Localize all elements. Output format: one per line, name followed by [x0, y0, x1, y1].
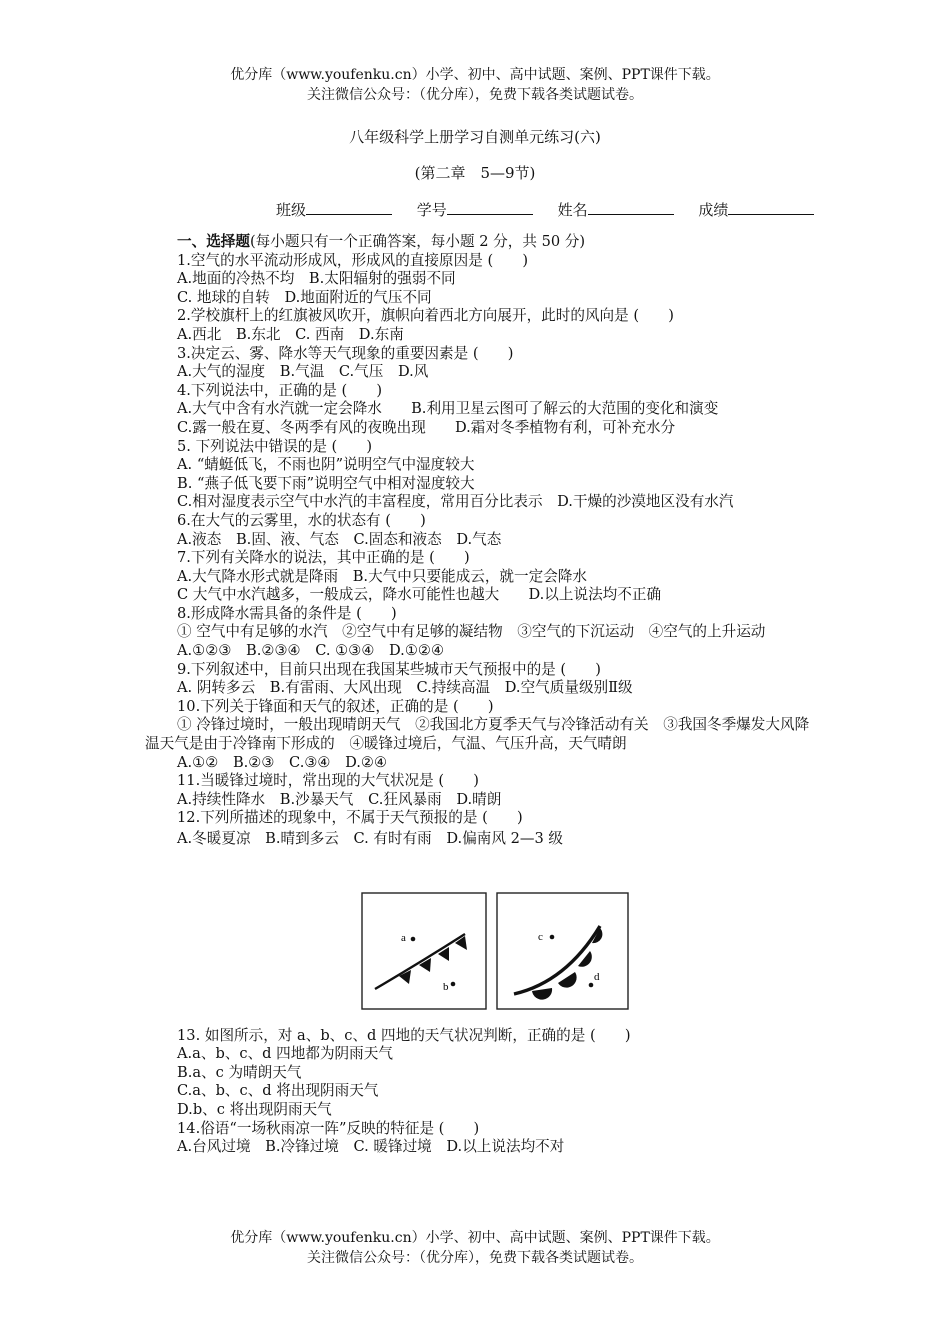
question-line: D.b、c 将出现阴雨天气: [177, 1100, 332, 1118]
question-line: A.大气降水形式就是降雨 B.大气中只要能成云，就一定会降水: [177, 567, 587, 585]
question-line: 2.学校旗杆上的红旗被风吹开，旗帜向着西北方向展开，此时的风向是 ( ): [177, 307, 674, 325]
point-d-dot: [589, 983, 594, 988]
section-note: (每小题只有一个正确答案，每小题 2 分，共 50 分): [249, 233, 586, 250]
question-line: C.a、b、c、d 将出现阴雨天气: [177, 1082, 379, 1100]
point-b-dot: [451, 982, 456, 987]
question-line-wrapped: ① 空气中有足够的水汽 ②空气中有足够的凝结物 ③空气的下沉运动 ④空气的上升运动: [177, 623, 766, 641]
question-line: 5. 下列说法中错误的是 ( ): [177, 437, 373, 455]
question-line: 1.空气的水平流动形成风，形成风的直接原因是 ( ): [177, 251, 529, 269]
class-label: 班级: [276, 201, 307, 219]
question-line: 10.下列关于锋面和天气的叙述，正确的是 ( ): [177, 697, 494, 715]
point-c-label: c: [538, 931, 543, 943]
question-line: C. 地球的自转 D.地面附近的气压不同: [177, 288, 432, 306]
question-line: A.大气中含有水汽就一定会降水 B.利用卫星云图可了解云的大范围的变化和演变: [177, 400, 719, 418]
question-line: 11.当暖锋过境时，常出现的大气状况是 ( ): [177, 772, 479, 790]
question-line: 3.决定云、雾、降水等天气现象的重要因素是 ( ): [177, 344, 514, 362]
section-title: 一、选择题: [177, 233, 250, 250]
question-line: A.a、b、c、d 四地都为阴雨天气: [177, 1045, 393, 1063]
cold-front-panel: [362, 893, 486, 1009]
question-line: A. “蜻蜓低飞，不雨也阴”说明空气中湿度较大: [177, 456, 475, 474]
name-label: 姓名: [557, 201, 588, 219]
point-d-label: d: [594, 971, 600, 983]
question-line: A.液态 B.固、液、气态 C.固态和液态 D.气态: [177, 530, 502, 548]
question-line: 14.俗语“一场秋雨凉一阵”反映的特征是 ( ): [177, 1119, 480, 1137]
number-label: 学号: [416, 201, 447, 219]
question-line: A.①② B.②③ C.③④ D.②④: [177, 753, 388, 771]
page-title: 八年级科学上册学习自测单元练习(六): [349, 128, 601, 146]
question-line: 12.下列所描述的现象中，不属于天气预报的是 ( ): [177, 809, 523, 827]
question-line: A.冬暖夏凉 B.晴到多云 C. 有时有雨 D.偏南风 2—3 级: [177, 830, 564, 847]
point-b-label: b: [443, 981, 449, 993]
page-subtitle: (第二章 5—9节): [414, 164, 536, 182]
header-line-1: 优分库（www.youfenku.cn）小学、初中、高中试题、案例、PPT课件下载。: [230, 67, 720, 83]
question-line: 8.形成降水需具备的条件是 ( ): [177, 604, 397, 622]
warm-front-panel: [497, 893, 628, 1009]
question-line: A.台风过境 B.冷锋过境 C. 暖锋过境 D.以上说法均不对: [177, 1138, 565, 1156]
front-diagram: [361, 892, 629, 1012]
class-blank[interactable]: [306, 200, 392, 215]
question-line: B.a、c 为晴朗天气: [177, 1063, 302, 1081]
header-line-2: 关注微信公众号：（优分库），免费下载各类试题试卷。: [307, 87, 643, 103]
question-line-wrapped: ① 冷锋过境时，一般出现晴朗天气 ②我国北方夏季天气与冷锋活动有关 ③我国冬季爆发大风降温天气是由于冷锋南下形成的 ④暖锋过境后，气温、气压升高，天气晴朗: [145, 716, 810, 753]
question-line: C 大气中水汽越多，一般成云，降水可能性也越大 D.以上说法均不正确: [177, 586, 662, 604]
question-line: 7.下列有关降水的说法，其中正确的是 ( ): [177, 549, 470, 567]
section-heading: [145, 233, 810, 252]
question-line: B. “燕子低飞要下雨”说明空气中相对湿度较大: [177, 474, 475, 492]
question-body: [145, 233, 810, 1157]
question-line: A.①②③ B.②③④ C. ①③④ D.①②④: [177, 642, 445, 660]
score-blank[interactable]: [728, 200, 814, 215]
question-line: A.地面的冷热不均 B.太阳辐射的强弱不同: [177, 270, 456, 288]
question-line: 6.在大气的云雾里，水的状态有 ( ): [177, 511, 426, 529]
point-a-dot: [411, 937, 416, 942]
score-label: 成绩: [698, 201, 729, 219]
point-a-label: a: [401, 932, 406, 944]
question-line: 13. 如图所示，对 a、b、c、d 四地的天气状况判断，正确的是 ( ): [177, 1026, 631, 1044]
number-blank[interactable]: [447, 200, 533, 215]
question-line: A.大气的湿度 B.气温 C.气压 D.风: [177, 363, 429, 381]
question-line-wrapped: C.相对湿度表示空气中水汽的丰富程度，常用百分比表示 D.干燥的沙漠地区没有水汽: [177, 493, 734, 511]
question-line: A. 阴转多云 B.有雷雨、大风出现 C.持续高温 D.空气质量级别Ⅱ级: [177, 679, 633, 697]
student-info-fields: [276, 199, 834, 220]
point-c-dot: [550, 935, 555, 940]
footer-line-1: 优分库（www.youfenku.cn）小学、初中、高中试题、案例、PPT课件下载。: [230, 1230, 720, 1246]
name-blank[interactable]: [588, 200, 674, 215]
question-line: A.西北 B.东北 C. 西南 D.东南: [177, 325, 404, 343]
question-line: 4.下列说法中，正确的是 ( ): [177, 381, 383, 399]
question-line: C.露一般在夏、冬两季有风的夜晚出现 D.霜对冬季植物有利，可补充水分: [177, 418, 676, 436]
question-line: 9.下列叙述中，目前只出现在我国某些城市天气预报中的是 ( ): [177, 660, 601, 678]
footer-line-2: 关注微信公众号：（优分库），免费下载各类试题试卷。: [307, 1250, 643, 1266]
question-line: A.持续性降水 B.沙暴天气 C.狂风暴雨 D.晴朗: [177, 790, 502, 808]
